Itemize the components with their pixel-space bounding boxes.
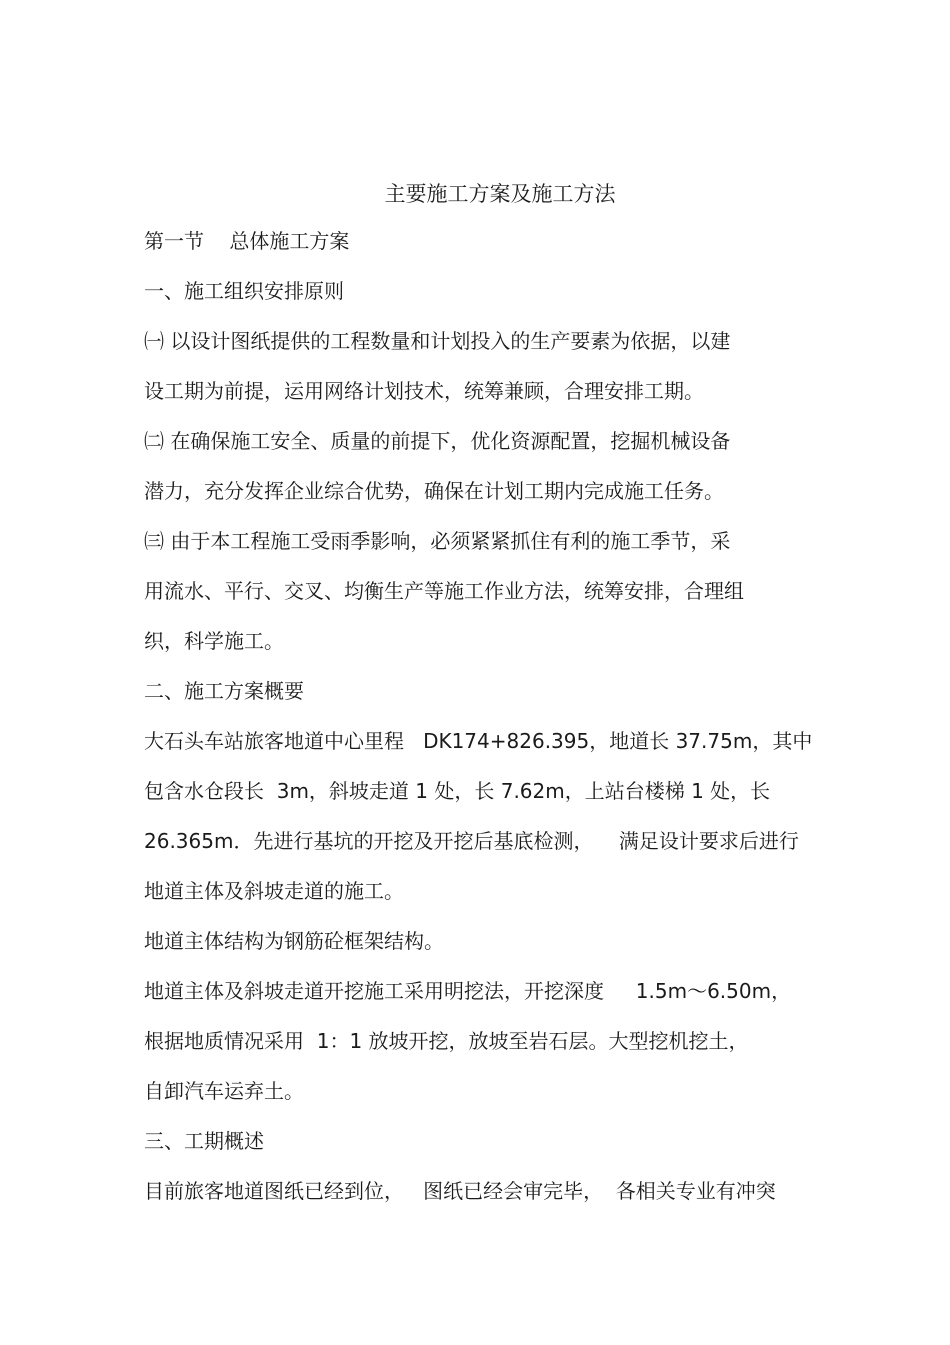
paragraph-line: ㈡ 在确保施工安全、质量的前提下，优化资源配置，挖掘机械设备 — [144, 429, 731, 453]
paragraph-line: 目前旅客地道图纸已经到位， 图纸已经会审完毕， 各相关专业有冲突 — [144, 1179, 776, 1203]
paragraph-line: 设工期为前提，运用网络计划技术，统筹兼顾，合理安排工期。 — [144, 379, 704, 403]
document-title: 主要施工方案及施工方法 — [384, 182, 616, 206]
paragraph-line: 大石头车站旅客地道中心里程 DK174+826.395，地道长 37.75m，其中 — [144, 729, 813, 753]
paragraph-line: 26.365m．先进行基坑的开挖及开挖后基底检测， 满足设计要求后进行 — [144, 829, 799, 853]
paragraph-line: 地道主体结构为钢筋砼框架结构。 — [144, 929, 444, 953]
subsection-heading: 二、施工方案概要 — [144, 679, 304, 703]
paragraph-line: ㈠ 以设计图纸提供的工程数量和计划投入的生产要素为依据，以建 — [144, 329, 731, 353]
paragraph-line: 用流水、平行、交叉、均衡生产等施工作业方法，统筹安排，合理组 — [144, 579, 744, 603]
paragraph-line: 织，科学施工。 — [144, 629, 284, 653]
subsection-heading: 三、工期概述 — [144, 1129, 264, 1153]
subsection-heading: 一、施工组织安排原则 — [144, 279, 344, 303]
section-heading: 第一节 总体施工方案 — [144, 229, 350, 253]
paragraph-line: 根据地质情况采用 1：1 放坡开挖，放坡至岩石层。大型挖机挖土， — [144, 1029, 749, 1053]
paragraph-line: ㈢ 由于本工程施工受雨季影响，必须紧紧抓住有利的施工季节，采 — [144, 529, 731, 553]
paragraph-line: 地道主体及斜坡走道的施工。 — [144, 879, 404, 903]
paragraph-line: 自卸汽车运弃土。 — [144, 1079, 304, 1103]
paragraph-line: 包含水仓段长 3m，斜坡走道 1 处，长 7.62m，上站台楼梯 1 处，长 — [144, 779, 771, 803]
paragraph-line: 潜力，充分发挥企业综合优势，确保在计划工期内完成施工任务。 — [144, 479, 724, 503]
paragraph-line: 地道主体及斜坡走道开挖施工采用明挖法，开挖深度 1.5m～6.50m， — [144, 979, 792, 1003]
